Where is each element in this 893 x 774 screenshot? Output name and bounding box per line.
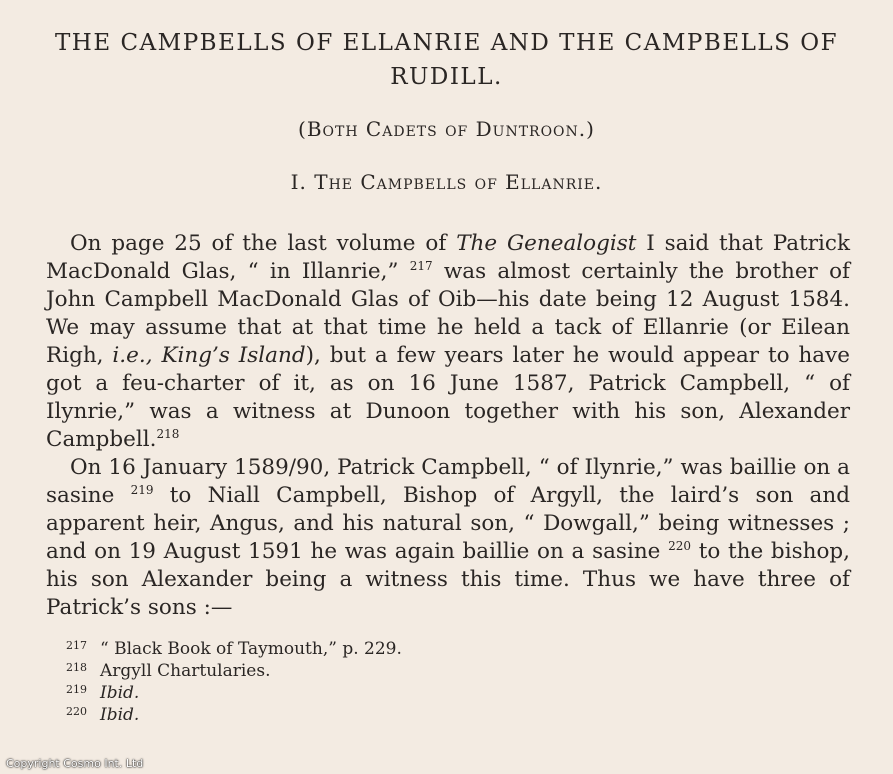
page-title: THE CAMPBELLS OF ELLANRIE AND THE CAMPBELLS OF RUDILL. [54,30,839,90]
text-run: ), but a few years later he would appear to have got a feu-charter of it, as on 16 June 1587, Patrick Campbell, “ of Ilynrie,” was a witness at Dunoon together with his son, Alexander Campbell. [46,343,850,452]
footnote [66,638,402,660]
text-run: On page 25 of the last volume of [70,231,457,256]
footnote-text: Ibid. [100,683,140,703]
text-run: I said that Patrick MacDonald Glas, “ in Illanrie,” [46,231,850,284]
footnote-reference: 218 [156,427,180,441]
footnote [66,660,402,682]
italic-text: The Genealogist [456,231,637,256]
footnote-reference: 219 [130,483,154,497]
footnote [66,682,402,704]
text-run: On 16 January 1589/90, Patrick Campbell, “ of Ilynrie,” was baillie on a sasine [46,455,850,508]
text-run: to Niall Campbell, Bishop of Argyll, the laird’s son and apparent heir, Angus, and his natural son, “ Dowgall,” being witnesses ; and on 19 August 1591 he was again baillie on a sasine [46,483,850,564]
footnote-text: Ibid. [100,705,140,725]
paragraph-2 [46,454,850,622]
body-text [46,230,850,622]
footnote-number: 220 [66,705,87,718]
footnote [66,704,402,726]
paragraph-1 [46,230,850,454]
footnote-number: 217 [66,639,87,652]
footnote-number: 219 [66,683,87,696]
footnotes [66,638,402,726]
italic-text: i.e., [112,343,153,368]
section-heading: I. The Campbells of Ellanrie. [290,170,603,194]
copyright-watermark: Copyright Cosmo Int. Ltd [6,757,144,770]
text-run: was almost certainly the brother of John Campbell MacDonald Glas of Oib—his date being 12 August 1584. We may assume that at that time he held a tack of Ellanrie (or Eilean Righ, [46,259,850,368]
footnote-number: 218 [66,661,87,674]
italic-text: King’s Island [161,343,306,368]
footnote-text: “ Black Book of Taymouth,” p. 229. [100,639,402,659]
text-run: to the bishop, his son Alexander being a witness this time. Thus we have three of Patrick’s sons :— [46,539,850,620]
page-subtitle: (Both Cadets of Duntroon.) [298,117,595,141]
footnote-text: Argyll Chartularies. [100,661,271,681]
footnote-reference: 217 [409,259,433,273]
footnote-reference: 220 [668,539,692,553]
